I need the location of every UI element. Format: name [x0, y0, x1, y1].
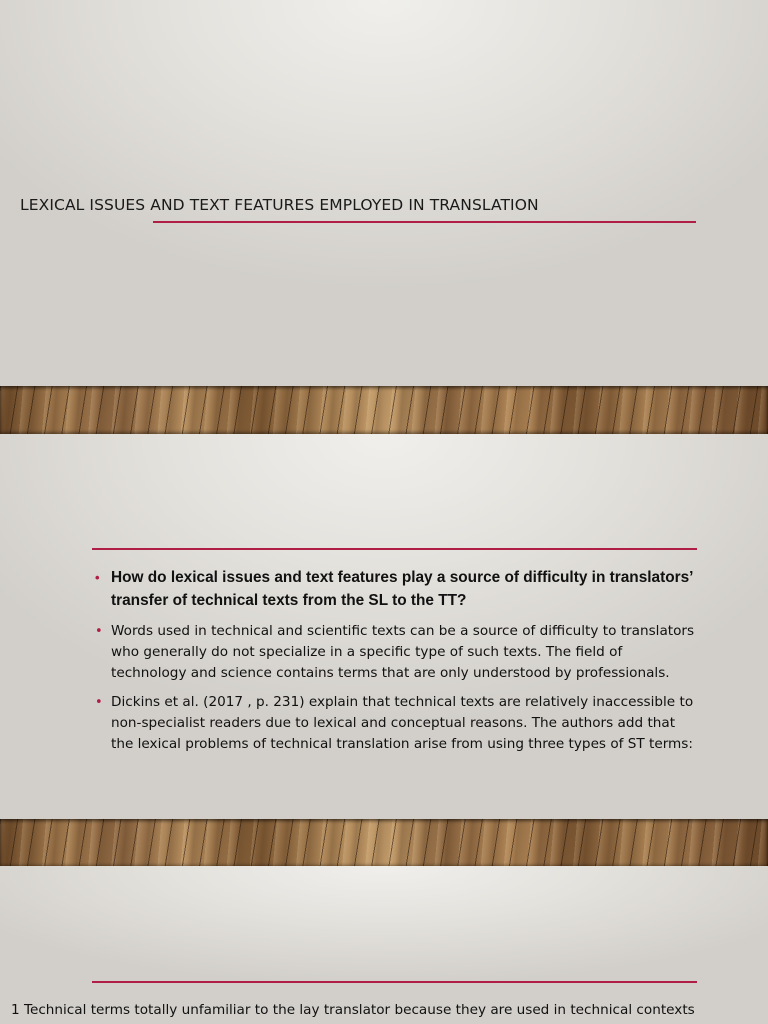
bullet-text: How do lexical issues and text features play a source of difficulty in translators’ transfer of technical texts from the SL to the TT? [111, 569, 693, 609]
slide-title: LEXICAL ISSUES AND TEXT FEATURES EMPLOYED IN TRANSLATION [20, 196, 539, 214]
slide-3-rule [92, 981, 697, 983]
wood-floor-2 [0, 819, 768, 867]
slide-3 [0, 866, 768, 1024]
bullet-dot-icon: • [95, 624, 103, 639]
title-underline [153, 221, 696, 223]
bullet-dot-icon: • [95, 695, 103, 710]
wood-floor-1 [0, 386, 768, 434]
bullet-list [95, 566, 695, 763]
bullet-question [95, 566, 695, 612]
slide-1 [0, 0, 768, 386]
bullet-text: Words used in technical and scientific texts can be a source of difficulty to translators who generally do not specialize in a specific type of such texts. The field of technology and science contains terms that are only understood by professionals. [111, 623, 695, 681]
slide-3-text: 1 Technical terms totally unfamiliar to the lay translator because they are used in technical contexts [11, 1002, 695, 1018]
bullet-text: Dickins et al. (2017 , p. 231) explain that technical texts are relatively inaccessible to non-specialist readers due to lexical and conceptual reasons. The authors add that the lexical problems of technical translation arise from using three types of ST terms: [111, 694, 694, 752]
bullet-dot-icon: • [95, 570, 100, 585]
slide-2-rule [92, 548, 697, 550]
bullet-item [95, 692, 695, 755]
bullet-item [95, 621, 695, 684]
